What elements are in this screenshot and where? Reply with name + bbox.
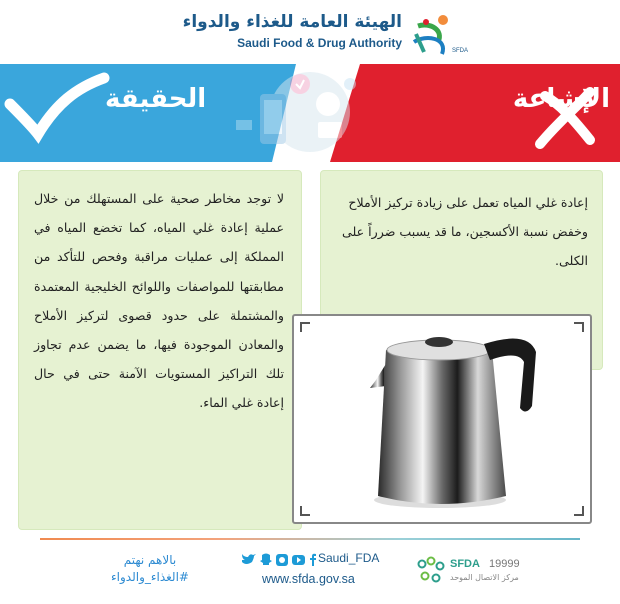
social-icons [240, 552, 318, 568]
footer-divider [40, 538, 580, 540]
call-center-label: مركز الاتصال الموحد [450, 573, 519, 582]
slogan-line-1: بالاهم نهتم [123, 553, 177, 567]
call-center-logo-icon [416, 556, 446, 586]
snapchat-icon [260, 554, 272, 566]
slogan-hashtag[interactable]: #الغذاء_والدواء [111, 570, 189, 584]
sfda-logo-icon [408, 12, 458, 60]
fact-title: الحقيقة [105, 84, 207, 114]
logo-badge: SFDA [452, 48, 469, 54]
slogan [90, 552, 210, 586]
org-name-ar: الهيئة العامة للغذاء والدواء [182, 12, 402, 32]
rumor-title: الإشاعة [512, 84, 610, 114]
call-center-number[interactable]: 19999 [489, 558, 520, 570]
social-handle[interactable]: Saudi_FDA [318, 551, 380, 565]
call-center-name: SFDA [450, 558, 480, 570]
instagram-icon [276, 554, 288, 566]
facebook-icon [310, 554, 316, 566]
rumor-text: إعادة غلي المياه تعمل على زيادة تركيز الأملاح وخفض نسبة الأكسجين، ما قد يسبب ضرراً على الكلى. [342, 195, 588, 268]
twitter-icon [242, 554, 256, 564]
youtube-icon [292, 555, 305, 565]
kettle-image [292, 314, 592, 524]
fact-text: لا توجد مخاطر صحية على المستهلك من خلال عملية إعادة غلي المياه، كما تخضع المياه في المملكة إلى عمليات مراقبة وفحص للتأكد من مطابقتها للمواصفات واللوائح الخليجية المعتمدة والمشتملة على حدود قصوى لتركيز الأملاح والمعادن الموجودة فيها، ما يضمن عدم تجاوز تلك التراكيز المستويات الآمنة حتى في حال إعادة غلي الماء. [34, 191, 284, 411]
kettle-icon [294, 316, 590, 522]
org-name-en: Saudi Food & Drug Authority [237, 36, 402, 50]
website-link[interactable]: www.sfda.gov.sa [262, 572, 355, 586]
